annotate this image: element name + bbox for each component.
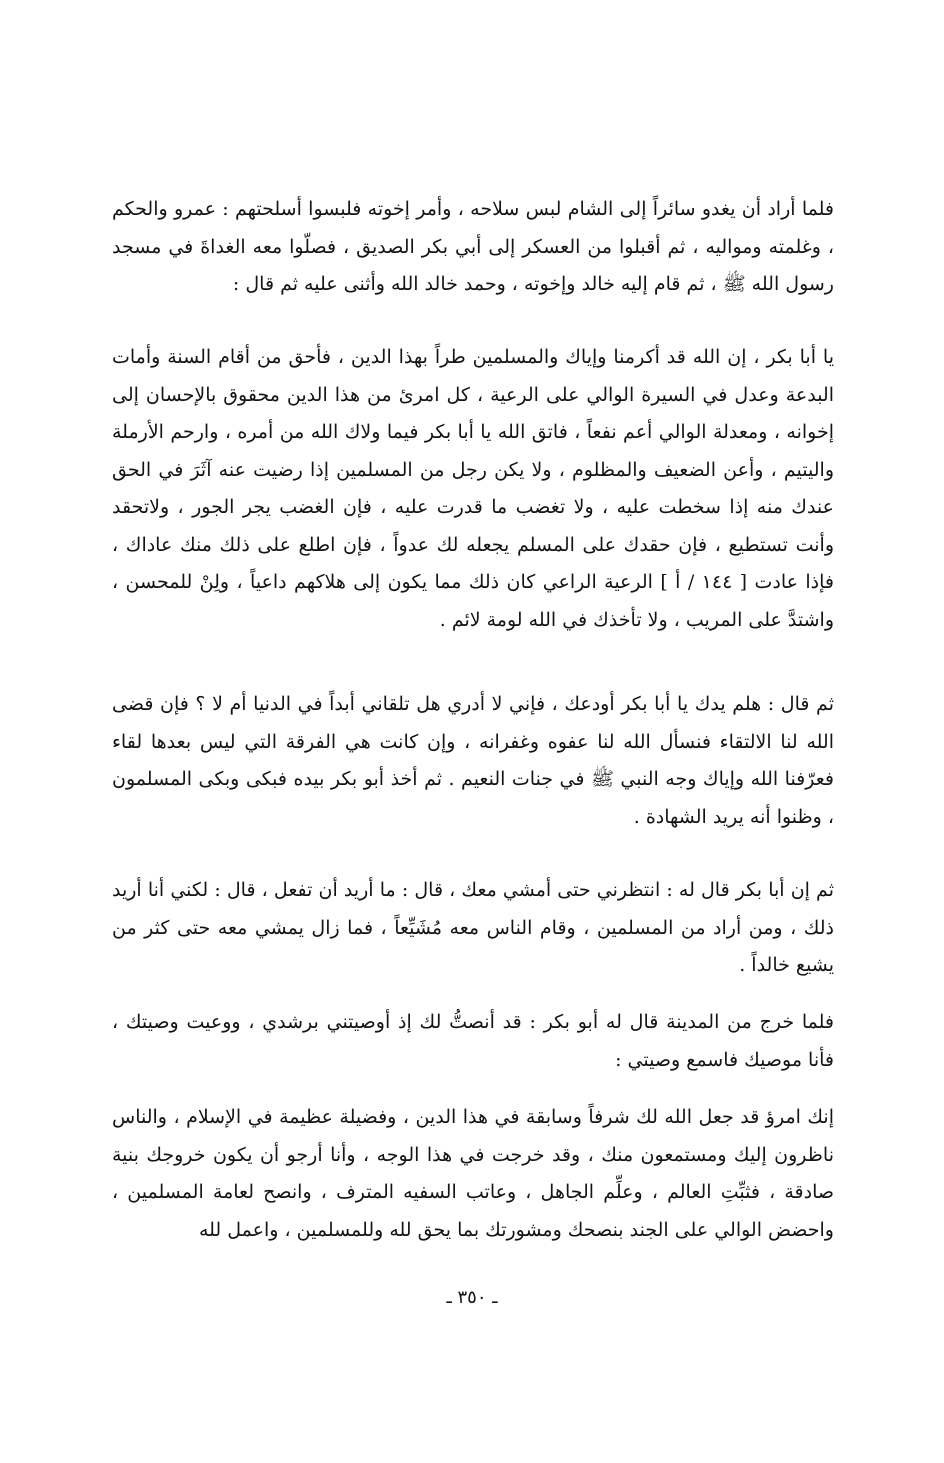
- page-number: ـ ٣٥٠ ـ: [446, 1287, 498, 1308]
- paragraph-text: إنك امرؤ قد جعل الله لك شرفاً وسابقة في هذا الدين ، وفضيلة عظيمة في الإسلام ، والناس ناظرون إليك ومستمعون منك ، وقد خرجت في هذا الوجه ، وأنا أرجو أن يكون خروجك بنية صادقة ، فثبِّتِ العالم ، وعلِّم الجاهل ، وعاتب السفيه المترف ، وانصح لعامة المسلمين ، واحضض الوالي على الجند بنصحك ومشورتك بما يحق لله وللمسلمين ، واعمل لله: [112, 1106, 834, 1241]
- paragraph-4: [112, 872, 834, 985]
- paragraph-5: [112, 1004, 834, 1079]
- paragraph-text: فلما أراد أن يغدو سائراً إلى الشام لبس سلاحه ، وأمر إخوته فلبسوا أسلحتهم : عمرو والحكم ، وغلمته ومواليه ، ثم أقبلوا من العسكر إلى أبي بكر الصديق ، فصلّوا معه الغداةَ في مسجد رسول الله ﷺ ، ثم قام إليه خالد وإخوته ، وحمد خالد الله وأثنى عليه ثم قال :: [112, 198, 834, 295]
- paragraph-text: ثم قال : هلم يدك يا أبا بكر أودعك ، فإني لا أدري هل تلقاني أبداً في الدنيا أم لا ؟ فإن قضى الله لنا الالتقاء فنسأل الله لنا عفوه وغفرانه ، وإن كانت هي الفرقة التي ليس بعدها لقاء فعرّفنا الله وإياك وجه النبي ﷺ في جنات النعيم . ثم أخذ أبو بكر بيده فبكى وبكى المسلمون ، وظنوا أنه يريد الشهادة .: [112, 693, 834, 828]
- paragraph-text: ثم إن أبا بكر قال له : انتظرني حتى أمشي معك ، قال : ما أريد أن تفعل ، قال : لكني أنا أريد ذلك ، ومن أراد من المسلمين ، وقام الناس معه مُشَيِّعاً ، فما زال يمشي معه حتى كثر من يشيع خالداً .: [112, 879, 834, 976]
- paragraph-text: فلما خرج من المدينة قال له أبو بكر : قد أنصتُّ لك إذ أوصيتني برشدي ، ووعيت وصيتك ، فأنا موصيك فاسمع وصيتي :: [112, 1011, 834, 1071]
- paragraph-1: [112, 191, 834, 304]
- paragraph-6: [112, 1099, 834, 1249]
- paragraph-2: [112, 339, 834, 639]
- paragraph-3: [112, 686, 834, 836]
- paragraph-text: يا أبا بكر ، إن الله قد أكرمنا وإياك والمسلمين طراً بهذا الدين ، فأحق من أقام السنة وأمات البدعة وعدل في السيرة الوالي على الرعية ، كل امرئ من هذا الدين محقوق بالإحسان إلى إخوانه ، ومعدلة الوالي أعم نفعاً ، فاتق الله يا أبا بكر فيما ولاك الله من أمره ، وارحم الأرملة واليتيم ، وأعن الضعيف والمظلوم ، ولا يكن رجل من المسلمين إذا رضيت عنه آثَرَ في الحق عندك منه إذا سخطت عليه ، ولا تغضب ما قدرت عليه ، فإن الغضب يجر الجور ، ولاتحقد وأنت تستطيع ، فإن حقدك على المسلم يجعله لك عدواً ، فإن اطلع على ذلك منك عاداك ، فإذا عادت [ ١٤٤ / أ ] الرعية الراعي كان ذلك مما يكون إلى هلاكهم داعياً ، ولِنْ للمحسن ، واشتدَّ على المريب ، ولا تأخذك في الله لومة لائم .: [112, 346, 834, 631]
